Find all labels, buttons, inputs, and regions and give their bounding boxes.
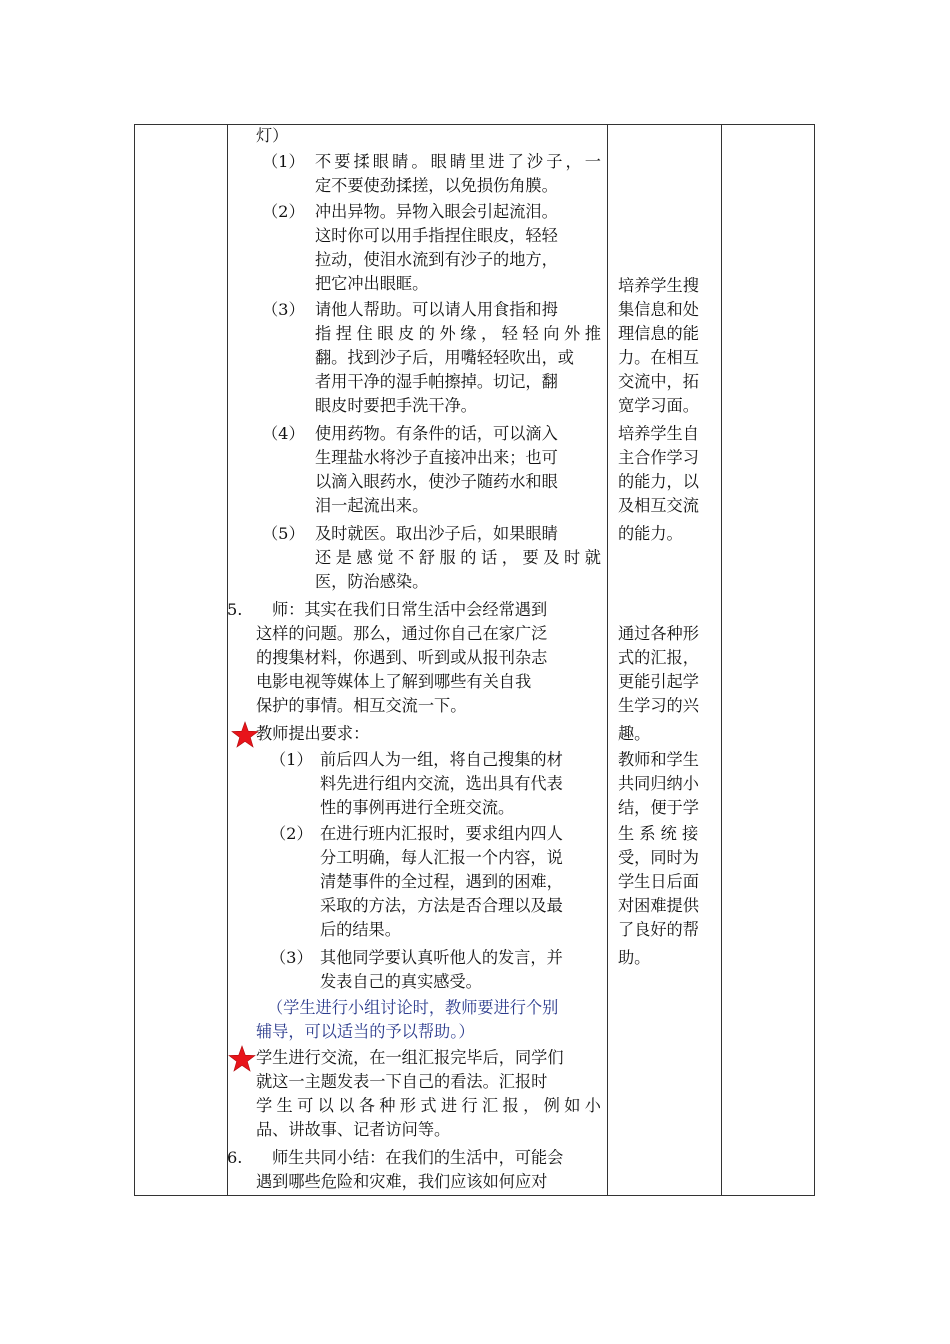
text-line: 品、讲故事、记者访问等。 xyxy=(256,1120,451,1139)
note-line: 生 系 统 接 xyxy=(618,824,699,843)
item-number: （5） xyxy=(262,524,305,543)
text-line: 的搜集材料，你遇到、听到或从报刊杂志 xyxy=(256,648,548,667)
text-line: 灯） xyxy=(256,126,289,145)
note-line: 培养学生搜 xyxy=(618,276,699,295)
note-line: 更能引起学 xyxy=(618,672,699,691)
text-line: 遇到哪些危险和灾难，我们应该如何应对 xyxy=(256,1172,548,1191)
item-number: （2） xyxy=(262,202,305,221)
text-line: 翻。找到沙子后，用嘴轻轻吹出，或 xyxy=(315,348,574,367)
item-number: （3） xyxy=(262,300,305,319)
text-line: 其他同学要认真听他人的发言，并 xyxy=(320,948,563,967)
note-line: 教师和学生 xyxy=(618,750,699,769)
text-line: 采取的方法，方法是否合理以及最 xyxy=(320,896,563,915)
text-line: 以滴入眼药水，使沙子随药水和眼 xyxy=(315,472,558,491)
text-line: 在进行班内汇报时，要求组内四人 xyxy=(320,824,563,843)
note-line: 主合作学习 xyxy=(618,448,699,467)
column-divider xyxy=(721,124,722,1196)
text-line: 还 是 感 觉 不 舒 服 的 话 ， 要 及 时 就 xyxy=(315,548,601,567)
note-line: 的能力，以 xyxy=(618,472,699,491)
note-line: 的能力。 xyxy=(618,524,683,543)
text-line: 指 捏 住 眼 皮 的 外 缘 ， 轻 轻 向 外 推 xyxy=(315,324,601,343)
text-line: 不 要 揉 眼 睛 。 眼 睛 里 进 了 沙 子 ， 一 xyxy=(315,152,601,171)
step-number: 6. xyxy=(227,1148,243,1167)
text-line: 分工明确，每人汇报一个内容，说 xyxy=(320,848,563,867)
text-line: 就这一主题发表一下自己的看法。汇报时 xyxy=(256,1072,548,1091)
text-line: 师生共同小结：在我们的生活中，可能会 xyxy=(272,1148,564,1167)
item-number: （3） xyxy=(270,948,313,967)
teacher-note: 辅导，可以适当的予以帮助。） xyxy=(256,1022,475,1041)
note-line: 结，便于学 xyxy=(618,798,699,817)
text-line: 医，防治感染。 xyxy=(315,572,429,591)
design-intent-cell xyxy=(608,124,721,1196)
item-number: （1） xyxy=(262,152,305,171)
text-line: 性的事例再进行全班交流。 xyxy=(320,798,515,817)
note-line: 受，同时为 xyxy=(618,848,699,867)
note-line: 理信息的能 xyxy=(618,324,699,343)
text-line: 清楚事件的全过程，遇到的困难， xyxy=(320,872,563,891)
item-number: （2） xyxy=(270,824,313,843)
text-line: 学 生 可 以 以 各 种 形 式 进 行 汇 报 ， 例 如 小 xyxy=(256,1096,601,1115)
text-line: 使用药物。有条件的话，可以滴入 xyxy=(315,424,558,443)
text-line: 眼皮时要把手洗干净。 xyxy=(315,396,477,415)
item-number: （1） xyxy=(270,750,313,769)
star-icon xyxy=(231,721,259,749)
text-line: 泪一起流出来。 xyxy=(315,496,429,515)
step-number: 5. xyxy=(227,600,243,619)
text-line: 把它冲出眼眶。 xyxy=(315,274,429,293)
note-line: 了良好的帮 xyxy=(618,920,699,939)
item-number: （4） xyxy=(262,424,305,443)
note-line: 交流中，拓 xyxy=(618,372,699,391)
text-line: 生理盐水将沙子直接冲出来；也可 xyxy=(315,448,558,467)
note-line: 学生日后面 xyxy=(618,872,699,891)
text-line: 发表自己的真实感受。 xyxy=(320,972,482,991)
note-line: 通过各种形 xyxy=(618,624,699,643)
text-line: 保护的事情。相互交流一下。 xyxy=(256,696,467,715)
note-line: 集信息和处 xyxy=(618,300,699,319)
teaching-process-cell xyxy=(227,124,607,1196)
text-line: 后的结果。 xyxy=(320,920,401,939)
note-line: 力。在相互 xyxy=(618,348,699,367)
note-line: 共同归纳小 xyxy=(618,774,699,793)
note-line: 宽学习面。 xyxy=(618,396,699,415)
text-line: 前后四人为一组，将自己搜集的材 xyxy=(320,750,563,769)
star-icon xyxy=(228,1045,256,1073)
text-line: 及时就医。取出沙子后，如果眼睛 xyxy=(315,524,558,543)
note-line: 生学习的兴 xyxy=(618,696,699,715)
text-line: 这时你可以用手指捏住眼皮，轻轻 xyxy=(315,226,558,245)
text-line: 电影电视等媒体上了解到哪些有关自我 xyxy=(256,672,532,691)
text-line: 料先进行组内交流，选出具有代表 xyxy=(320,774,563,793)
text-line: 师：其实在我们日常生活中会经常遇到 xyxy=(272,600,548,619)
note-line: 助。 xyxy=(618,948,651,967)
text-line: 这样的问题。那么，通过你自己在家广泛 xyxy=(256,624,548,643)
text-line: 教师提出要求： xyxy=(256,724,370,743)
note-line: 及相互交流 xyxy=(618,496,699,515)
text-line: 请他人帮助。可以请人用食指和拇 xyxy=(315,300,558,319)
note-line: 式的汇报， xyxy=(618,648,699,667)
text-line: 学生进行交流，在一组汇报完毕后，同学们 xyxy=(256,1048,564,1067)
text-line: 者用干净的湿手帕擦掉。切记，翻 xyxy=(315,372,558,391)
teacher-note: （学生进行小组讨论时，教师要进行个别 xyxy=(267,998,559,1017)
note-line: 培养学生自 xyxy=(618,424,699,443)
note-line: 对困难提供 xyxy=(618,896,699,915)
text-line: 拉动，使泪水流到有沙子的地方， xyxy=(315,250,558,269)
note-line: 趣。 xyxy=(618,724,651,743)
text-line: 定不要使劲揉搓，以免损伤角膜。 xyxy=(315,176,558,195)
text-line: 冲出异物。异物入眼会引起流泪。 xyxy=(315,202,558,221)
